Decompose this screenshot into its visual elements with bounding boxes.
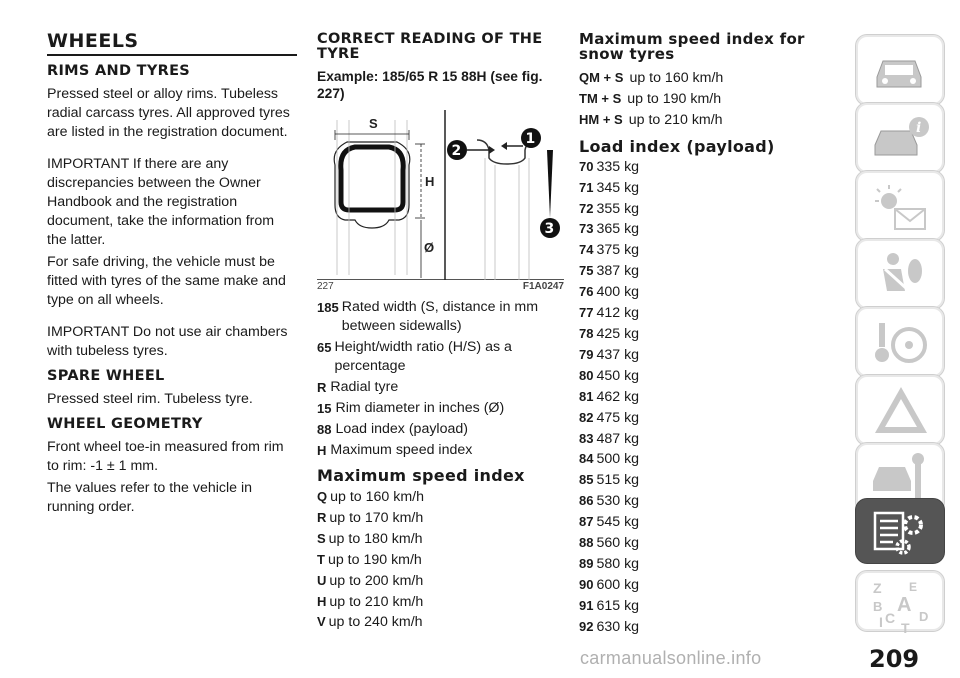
- svg-text:B: B: [873, 599, 883, 614]
- definition-row: 15 Rim diameter in inches (Ø): [317, 400, 505, 416]
- load-row: 89 580 kg: [579, 555, 640, 572]
- snow-row: HM + S up to 210 km/h: [579, 111, 723, 128]
- load-row: 80 450 kg: [579, 367, 640, 384]
- wheel-geometry-text: Front wheel toe-in measured from rim to rim: -1 ± 1 mm.: [47, 439, 284, 474]
- definition-row: H Maximum speed index: [317, 442, 473, 458]
- technical-data-icon: [871, 507, 931, 563]
- definition-row: 88 Load index (payload): [317, 421, 468, 437]
- watermark: carmanualsonline.info: [580, 648, 762, 668]
- spare-wheel-text: Pressed steel rim. Tubeless tyre.: [47, 391, 253, 407]
- load-row: 75 387 kg: [579, 263, 640, 280]
- load-row: 72 355 kg: [579, 200, 640, 217]
- tyre-cross-section-diagram: [317, 110, 564, 280]
- speed-row: H up to 210 km/h: [317, 593, 424, 610]
- callout-3: 3: [544, 221, 555, 237]
- svg-text:T: T: [901, 620, 910, 635]
- snow-row: TM + S up to 190 km/h: [579, 90, 722, 107]
- load-row: 74 375 kg: [579, 242, 640, 259]
- speed-row: Q up to 160 km/h: [317, 489, 424, 505]
- rims-text: Pressed steel or alloy rims. Tubeless radial carcass tyres. All approved tyres are listed in the registration document.: [47, 86, 290, 140]
- definition-row: 65 Height/width ratio (H/S) as a percentage: [317, 339, 512, 374]
- warning-lights-icon: [871, 179, 931, 235]
- road-warning-icon: [871, 383, 931, 439]
- label-h: H: [425, 174, 435, 189]
- svg-text:I: I: [879, 614, 883, 630]
- speed-row: S up to 180 km/h: [317, 530, 423, 547]
- alphabetical-index-icon: [871, 579, 931, 635]
- load-row: 79 437 kg: [579, 346, 640, 363]
- tyre-reading-heading: CORRECT READING OF THE TYRE: [317, 31, 543, 62]
- load-row: 90 600 kg: [579, 576, 640, 593]
- snow-speed-heading: Maximum speed index for snow tyres: [579, 30, 805, 63]
- figure-number: 227: [317, 281, 334, 292]
- car-front-icon: [871, 43, 931, 99]
- svg-text:D: D: [919, 609, 929, 624]
- tab-key-steering[interactable]: [855, 306, 945, 378]
- load-row: 86 530 kg: [579, 493, 640, 510]
- load-row: 78 425 kg: [579, 325, 640, 342]
- svg-text:A: A: [897, 594, 912, 616]
- svg-text:i: i: [916, 120, 922, 136]
- svg-text:C: C: [885, 610, 896, 626]
- tab-alphabetical-index[interactable]: [855, 570, 945, 635]
- svg-text:Z: Z: [873, 580, 882, 596]
- car-info-icon: [871, 111, 931, 167]
- wheel-geometry-note: The values refer to the vehicle in running order.: [47, 480, 253, 515]
- load-row: 85 515 kg: [579, 472, 640, 489]
- tab-car-front[interactable]: [855, 34, 945, 106]
- load-row: 77 412 kg: [579, 305, 640, 322]
- wheel-geometry-heading: WHEEL GEOMETRY: [47, 416, 203, 432]
- load-row: 73 365 kg: [579, 221, 640, 238]
- callout-2: 2: [451, 143, 462, 159]
- column-wheels: [47, 30, 295, 520]
- column-tyre-reading: [317, 30, 567, 633]
- load-row: 91 615 kg: [579, 597, 640, 614]
- svg-text:E: E: [909, 580, 918, 594]
- important-note-2: IMPORTANT Do not use air chambers with tubeless tyres.: [47, 324, 288, 359]
- tab-road-warning[interactable]: [855, 374, 945, 446]
- key-steering-icon: [871, 315, 931, 371]
- speed-row: V up to 240 km/h: [317, 614, 423, 631]
- callout-1: 1: [525, 131, 536, 147]
- rims-heading: RIMS AND TYRES: [47, 63, 191, 79]
- label-s: S: [369, 116, 378, 131]
- safe-driving-text: For safe driving, the vehicle must be fitted with tyres of the same make and type on all wheels.: [47, 254, 286, 308]
- definition-row: 185 Rated width (S, distance in mm between sidewalls): [317, 299, 539, 334]
- speed-row: U up to 200 km/h: [317, 572, 424, 589]
- tab-technical-data[interactable]: [855, 498, 945, 564]
- speed-row: T up to 190 km/h: [317, 551, 422, 568]
- label-diameter: Ø: [424, 240, 435, 255]
- tab-car-info[interactable]: [855, 102, 945, 174]
- seat-safety-icon: [871, 247, 931, 303]
- load-row: 82 475 kg: [579, 409, 640, 426]
- definition-row: R Radial tyre: [317, 379, 399, 395]
- title-rule: [47, 54, 297, 56]
- figure-code: F1A0247: [522, 281, 564, 292]
- load-index-heading: Load index (payload): [579, 136, 775, 156]
- load-row: 92 630 kg: [579, 618, 640, 635]
- load-row: 88 560 kg: [579, 535, 640, 552]
- load-row: 71 345 kg: [579, 179, 640, 196]
- load-row: 70 335 kg: [579, 158, 640, 175]
- column-indexes: [579, 30, 814, 638]
- speed-index-heading: Maximum speed index: [317, 466, 525, 485]
- page-number: 209: [869, 645, 920, 673]
- load-row: 84 500 kg: [579, 451, 640, 468]
- spare-wheel-heading: SPARE WHEEL: [47, 368, 165, 384]
- important-note-1: IMPORTANT If there are any discrepancies between the Owner Handbook and the registration document, take the information from the latter.: [47, 156, 275, 248]
- tyre-example: Example: 185/65 R 15 88H (see fig. 227): [317, 69, 543, 101]
- load-row: 87 545 kg: [579, 514, 640, 531]
- load-row: 81 462 kg: [579, 388, 640, 405]
- load-row: 83 487 kg: [579, 430, 640, 447]
- load-index-list: [579, 157, 814, 638]
- tab-warning-lights[interactable]: [855, 170, 945, 242]
- speed-row: R up to 170 km/h: [317, 509, 424, 526]
- snow-row: QM + S up to 160 km/h: [579, 70, 724, 86]
- load-row: 76 400 kg: [579, 284, 640, 301]
- tab-seat-safety[interactable]: [855, 238, 945, 310]
- tyre-figure: [317, 110, 564, 292]
- section-title: WHEELS: [47, 30, 139, 52]
